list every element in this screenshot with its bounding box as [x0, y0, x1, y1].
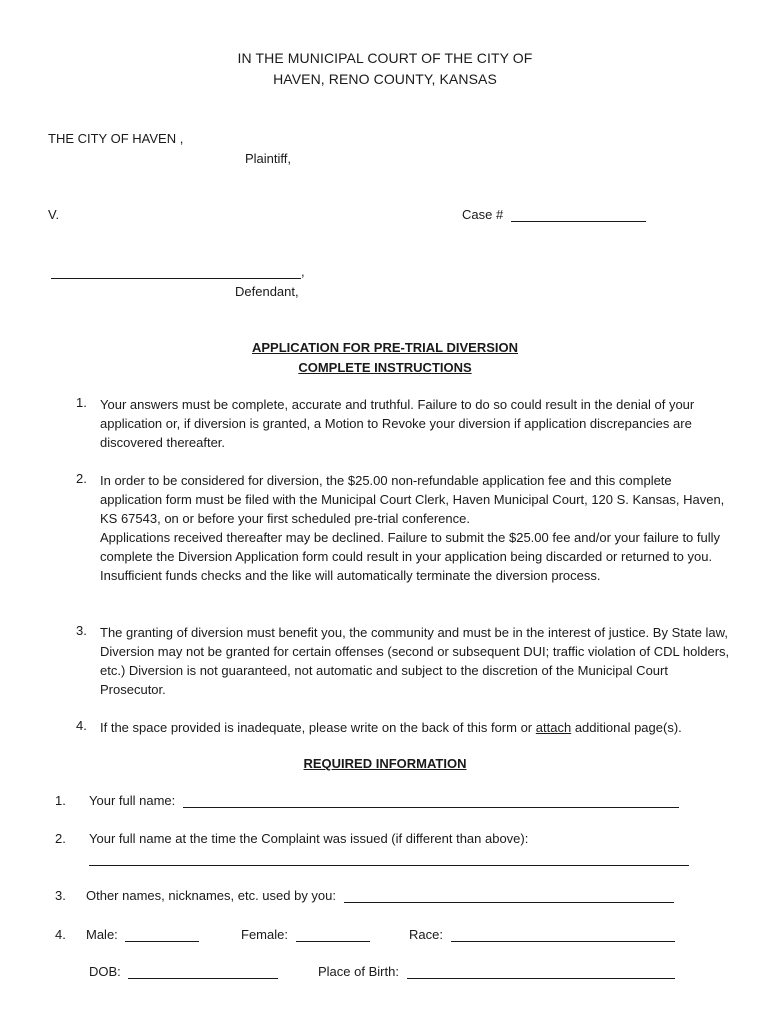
male-blank[interactable]	[125, 929, 199, 942]
race-label: Race:	[409, 927, 443, 942]
question-number: 2.	[55, 831, 66, 846]
former-name-blank[interactable]	[89, 853, 689, 866]
dob-label: DOB:	[89, 964, 121, 979]
dob-blank[interactable]	[128, 966, 278, 979]
female-field[interactable]	[241, 927, 370, 942]
attach-word: attach	[535, 720, 572, 735]
defendant-name-blank[interactable]	[51, 266, 301, 279]
instruction-item	[76, 471, 736, 585]
race-field[interactable]	[409, 927, 675, 942]
race-blank[interactable]	[451, 929, 675, 942]
instruction-text: The granting of diversion must benefit you, the community and must be in the interest of justice. By State law, Diversion may not be granted for certain offenses (second or subsequent DUI; traffic violation of CDL holders, etc.) Diversion is not guaranteed, not automatic and subject to the discretion of the Municipal Court Prosecutor.	[100, 625, 730, 697]
former-name-field[interactable]	[89, 851, 689, 866]
instruction-text-start: If the space provided is inadequate, please write on the back of this form or	[100, 720, 533, 735]
defendant-comma: ,	[301, 264, 305, 279]
question-number: 3.	[55, 888, 66, 903]
place-of-birth-label: Place of Birth:	[318, 964, 399, 979]
instruction-text-end: additional page(s).	[574, 720, 682, 735]
male-label: Male:	[86, 927, 118, 942]
defendant-role: Defendant,	[235, 284, 299, 299]
instructions-title: COMPLETE INSTRUCTIONS	[298, 360, 472, 375]
other-names-label: Other names, nicknames, etc. used by you:	[86, 888, 337, 903]
versus-label: V.	[48, 207, 60, 222]
dob-field[interactable]	[89, 964, 278, 979]
question-number: 4.	[55, 927, 66, 942]
court-header-line1: IN THE MUNICIPAL COURT OF THE CITY OF	[237, 50, 533, 66]
place-of-birth-blank[interactable]	[407, 966, 675, 979]
female-blank[interactable]	[296, 929, 370, 942]
instruction-item	[76, 623, 736, 699]
instruction-text: In order to be considered for diversion, the $25.00 non-refundable application fee and this complete application form must be filed with the Municipal Court Clerk, Haven Municipal Court, 120 S. Kansas, Haven, KS 67543, on or before your first scheduled pre-trial conference.	[100, 473, 725, 526]
former-name-label: Your full name at the time the Complaint was issued (if different than above):	[89, 831, 529, 846]
full-name-label: Your full name:	[89, 793, 176, 808]
other-names-blank[interactable]	[344, 890, 674, 903]
required-information-heading: REQUIRED INFORMATION	[303, 756, 467, 771]
full-name-blank[interactable]	[183, 795, 679, 808]
full-name-field[interactable]	[89, 793, 679, 808]
female-label: Female:	[241, 927, 288, 942]
plaintiff-role: Plaintiff,	[245, 151, 292, 166]
case-number-label: Case #	[462, 207, 504, 222]
instruction-number: 1.	[76, 395, 87, 410]
case-number-blank[interactable]	[511, 209, 646, 222]
instruction-item	[76, 718, 736, 737]
defendant-name-field[interactable]	[51, 264, 305, 279]
place-of-birth-field[interactable]	[318, 964, 675, 979]
instruction-text-continued: Applications received thereafter may be declined. Failure to submit the $25.00 fee and/or your failure to fully complete the Diversion Application form could result in your application being discarded or returned to you. Insufficient funds checks and the like will automatically terminate the diversion process.	[100, 530, 721, 583]
instruction-text	[100, 718, 736, 737]
instruction-item	[76, 395, 736, 452]
male-field[interactable]	[86, 927, 199, 942]
application-title: APPLICATION FOR PRE-TRIAL DIVERSION	[251, 340, 519, 355]
plaintiff-name: THE CITY OF HAVEN ,	[48, 131, 184, 146]
other-names-field[interactable]	[86, 888, 674, 903]
question-number: 1.	[55, 793, 66, 808]
instruction-text: Your answers must be complete, accurate and truthful. Failure to do so could result in the denial of your application or, if diversion is granted, a Motion to Revoke your diversion if application discrepancies are discovered thereafter.	[100, 397, 695, 450]
instruction-number: 3.	[76, 623, 87, 638]
instruction-number: 4.	[76, 718, 87, 733]
court-header-line2: HAVEN, RENO COUNTY, KANSAS	[273, 71, 497, 87]
instruction-number: 2.	[76, 471, 87, 486]
case-number-field[interactable]	[462, 207, 646, 222]
